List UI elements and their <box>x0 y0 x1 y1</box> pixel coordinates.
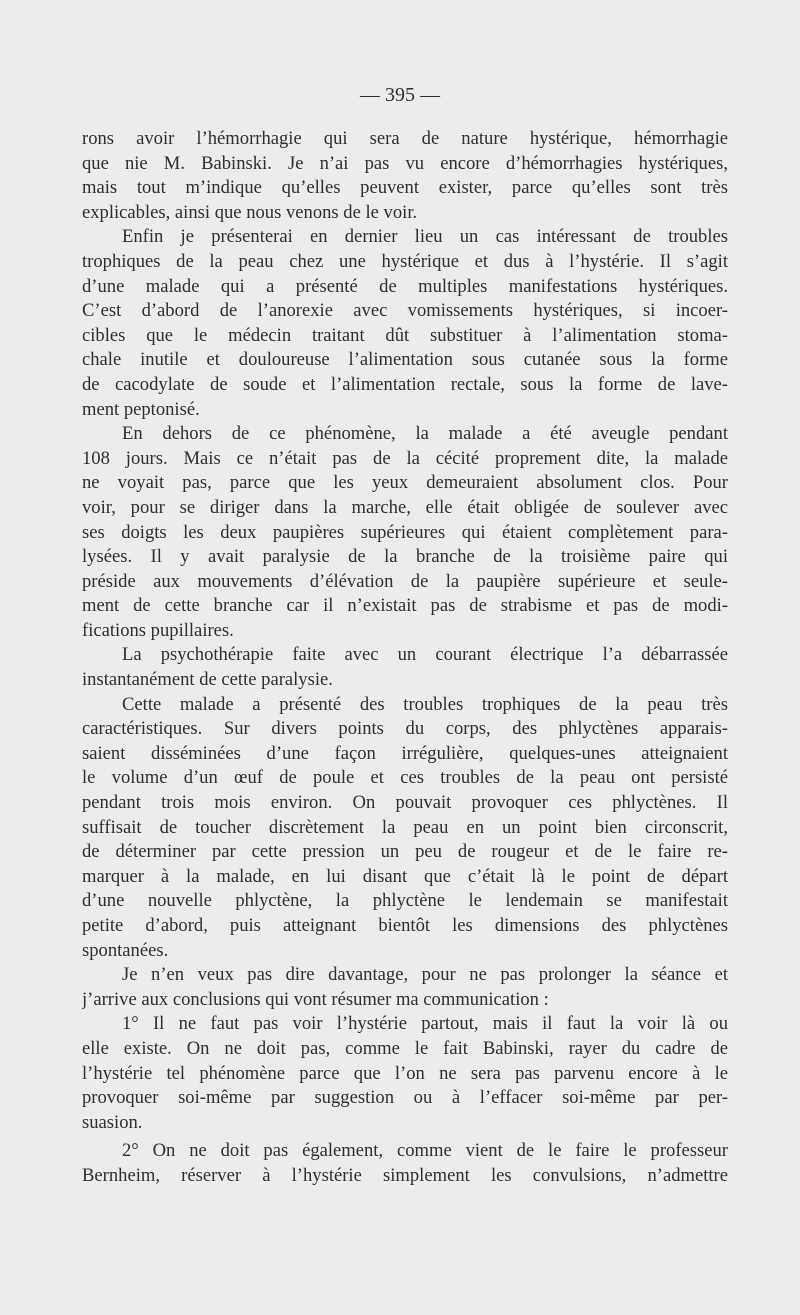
text-line: 2° On ne doit pas également, comme vient de le faire le professeur <box>122 1140 728 1162</box>
text-line: rons avoir l’hémorrhagie qui sera de nature hystérique, hémorrhagie <box>82 128 728 149</box>
text-line: C’est d’abord de l’anorexie avec vomissements hystériques, si incoer- <box>82 300 728 322</box>
text-line: mais tout m’indique qu’elles peuvent exister, parce qu’elles sont très <box>82 177 728 199</box>
text-line: l’hystérie tel phénomène parce que l’on ne sera pas parvenu encore à le <box>82 1062 728 1084</box>
paragraph <box>82 693 728 964</box>
text-line: voir, pour se diriger dans la marche, elle était obligée de soulever avec <box>82 496 728 518</box>
text-line: 108 jours. Mais ce n’était pas de la cécité proprement dite, la malade <box>82 447 728 469</box>
paragraph <box>82 422 728 643</box>
paragraph <box>82 643 728 692</box>
text-line: cibles que le médecin traitant dût substituer à l’alimentation stoma- <box>82 324 728 346</box>
text-line: de cacodylate de soude et l’alimentation rectale, sous la forme de lave- <box>82 373 728 395</box>
text-line: trophiques de la peau chez une hystérique et dus à l’hystérie. Il s’agit <box>82 250 728 272</box>
text-line: Je n’en veux pas dire davantage, pour ne pas prolonger la séance et <box>122 964 728 986</box>
text-line: ment peptonisé. <box>82 398 200 420</box>
text-line: La psychothérapie faite avec un courant électrique l’a débarrassée <box>122 644 728 666</box>
text-line: préside aux mouvements d’élévation de la paupière supérieure et seule- <box>82 570 728 592</box>
text-line: petite d’abord, puis atteignant bientôt les dimensions des phlyctènes <box>82 915 728 936</box>
text-line: ne voyait pas, parce que les yeux demeuraient absolument clos. Pour <box>82 472 728 494</box>
text-line: elle existe. On ne doit pas, comme le fait Babinski, rayer du cadre de <box>82 1037 728 1059</box>
text-line: provoquer soi-même par suggestion ou à l’effacer soi-même par per- <box>82 1087 728 1109</box>
text-line: pendant trois mois environ. On pouvait provoquer ces phlyctènes. Il <box>82 792 728 814</box>
text-line: instantanément de cette paralysie. <box>82 669 333 691</box>
text-line: caractéristiques. Sur divers points du corps, des phlyctènes apparais- <box>82 718 728 740</box>
text-line: spontanées. <box>82 939 169 961</box>
text-line: d’une malade qui a présenté de multiples manifestations hystériques. <box>82 275 728 297</box>
text-line: fications pupillaires. <box>82 619 234 641</box>
text-line: j’arrive aux conclusions qui vont résumer ma communication : <box>82 988 549 1010</box>
text-line: ses doigts les deux paupières supérieures qui étaient complètement para- <box>82 521 728 543</box>
text-line: suffisait de toucher discrètement la peau en un point bien circonscrit, <box>82 816 728 838</box>
text-line: Bernheim, réserver à l’hystérie simplement les convulsions, n’admettre <box>82 1164 728 1186</box>
paragraph <box>82 1139 728 1188</box>
text-line: que nie M. Babinski. Je n’ai pas vu encore d’hémorrhagies hystériques, <box>82 152 728 174</box>
text-line: marquer à la malade, en lui disant que c’était là le point de départ <box>82 865 728 887</box>
text-line: lysées. Il y avait paralysie de la branche de la troisième paire qui <box>82 546 728 568</box>
text-line: chale inutile et douloureuse l’alimentation sous cutanée sous la forme <box>82 349 728 371</box>
text-line: saient disséminées d’une façon irrégulière, quelques-unes atteignaient <box>82 742 728 764</box>
text-line: de déterminer par cette pression un peu de rougeur et de le faire re- <box>82 841 728 863</box>
body-text <box>82 127 728 1189</box>
text-line: ment de cette branche car il n’existait pas de strabisme et pas de modi- <box>82 595 728 617</box>
text-line: explicables, ainsi que nous venons de le voir. <box>82 201 418 223</box>
text-line: En dehors de ce phénomène, la malade a été aveugle pendant <box>122 423 728 445</box>
text-line: le volume d’un œuf de poule et ces troubles de la peau ont persisté <box>82 767 728 789</box>
text-line: d’une nouvelle phlyctène, la phlyctène le lendemain se manifestait <box>82 890 728 912</box>
paragraph <box>82 963 728 1012</box>
text-line: 1° Il ne faut pas voir l’hystérie partout, mais il faut la voir là ou <box>122 1013 728 1035</box>
paragraph <box>82 1012 728 1135</box>
text-line: Cette malade a présenté des troubles trophiques de la peau très <box>122 693 728 715</box>
page-number: — 395 — <box>360 84 440 106</box>
text-line: suasion. <box>82 1111 143 1133</box>
text-line: Enfin je présenterai en dernier lieu un cas intéressant de troubles <box>122 226 728 248</box>
paragraph <box>82 127 728 225</box>
paragraph <box>82 225 728 422</box>
